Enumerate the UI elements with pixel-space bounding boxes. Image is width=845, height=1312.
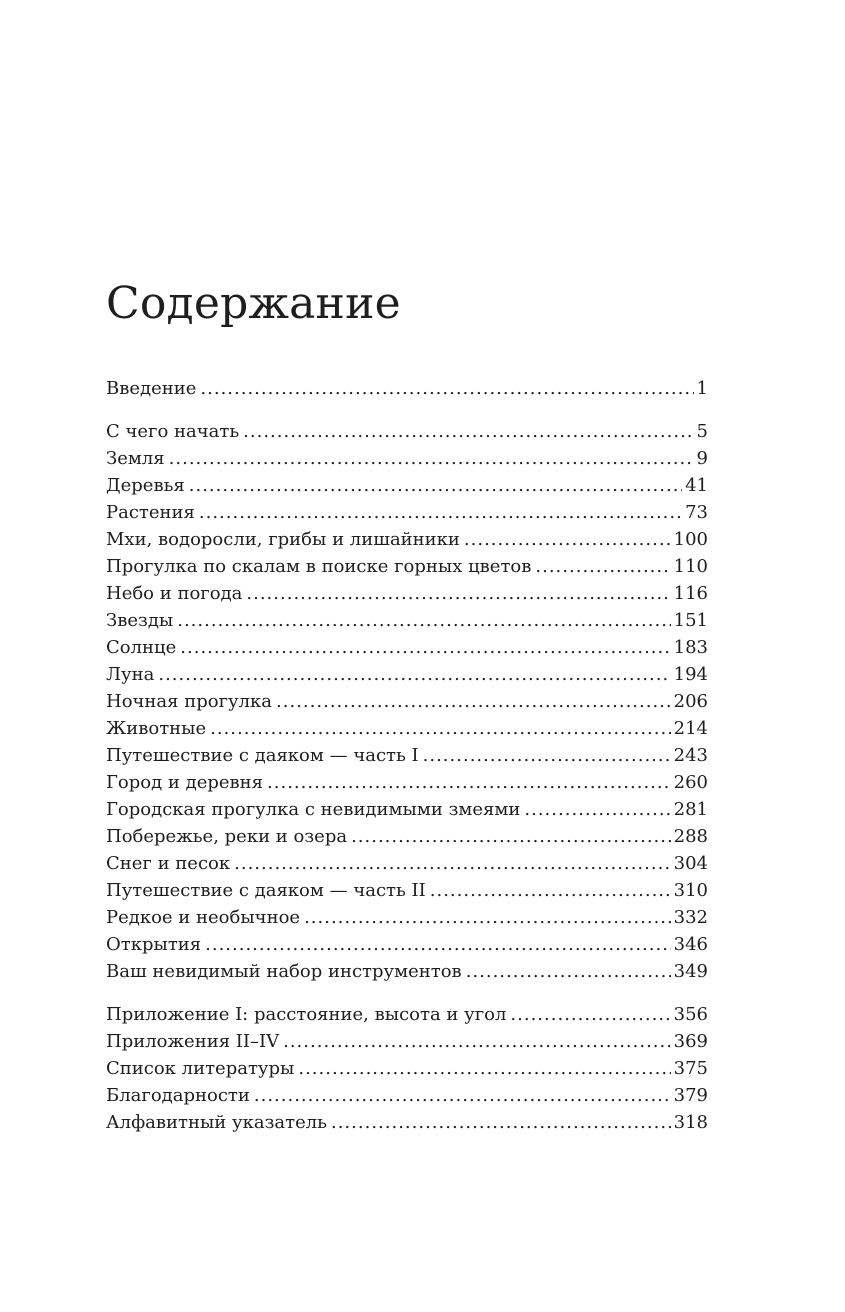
toc-entry[interactable] (106, 1055, 708, 1082)
toc-entry[interactable] (106, 634, 708, 661)
page-title: Содержание (106, 278, 401, 329)
toc-entry-page-number: 332 (673, 907, 708, 928)
toc-dot-leader (276, 688, 671, 715)
toc-entry[interactable] (106, 823, 708, 850)
toc-dot-leader (189, 472, 682, 499)
toc-entry[interactable] (106, 526, 708, 553)
toc-dot-leader (243, 418, 693, 445)
toc-entry-title: Приложение I: расстояние, высота и угол (106, 1004, 507, 1025)
toc-dot-leader (430, 877, 671, 904)
toc-entry-page-number: 379 (673, 1085, 708, 1106)
toc-dot-leader (351, 823, 671, 850)
toc-entry-page-number: 73 (685, 502, 708, 523)
toc-entry-title: Открытия (106, 934, 202, 955)
toc-entry-title: Приложения II–IV (106, 1031, 280, 1052)
toc-entry-title: Растения (106, 502, 195, 523)
toc-dot-leader (158, 661, 670, 688)
toc-entry[interactable] (106, 445, 708, 472)
toc-dot-leader (199, 499, 682, 526)
toc-entry-page-number: 243 (673, 745, 708, 766)
toc-entry-title: Город и деревня (106, 772, 264, 793)
toc-entry-page-number: 318 (673, 1112, 708, 1133)
toc-dot-leader (234, 850, 671, 877)
toc-entry-page-number: 369 (673, 1031, 708, 1052)
toc-entry-page-number: 110 (673, 556, 708, 577)
toc-entry-page-number: 41 (685, 475, 708, 496)
toc-entry-title: Прогулка по скалам в поиске горных цветов (106, 556, 532, 577)
toc-entry[interactable] (106, 1028, 708, 1055)
toc-entry[interactable] (106, 1082, 708, 1109)
toc-entry-title: Мхи, водоросли, грибы и лишайники (106, 529, 460, 550)
toc-entry[interactable] (106, 769, 708, 796)
toc-entry-page-number: 206 (673, 691, 708, 712)
toc-group-chapters (106, 418, 708, 985)
toc-entry[interactable] (106, 472, 708, 499)
toc-entry-page-number: 1 (696, 378, 708, 399)
toc-entry-page-number: 288 (673, 826, 708, 847)
toc-entry[interactable] (106, 742, 708, 769)
toc-dot-leader (298, 1055, 670, 1082)
toc-entry[interactable] (106, 850, 708, 877)
toc-entry[interactable] (106, 931, 708, 958)
toc-dot-leader (254, 1082, 671, 1109)
toc-dot-leader (210, 715, 671, 742)
toc-entry-title: Земля (106, 448, 165, 469)
toc-entry-page-number: 281 (673, 799, 708, 820)
toc-dot-leader (466, 958, 671, 985)
toc-entry[interactable] (106, 553, 708, 580)
toc-entry-page-number: 304 (673, 853, 708, 874)
toc-entry[interactable] (106, 958, 708, 985)
toc-entry-title: Ночная прогулка (106, 691, 273, 712)
toc-entry-title: Солнце (106, 637, 177, 658)
toc-dot-leader (331, 1109, 671, 1136)
toc-entry[interactable] (106, 580, 708, 607)
toc-entry-page-number: 214 (673, 718, 708, 739)
table-of-contents (106, 375, 708, 1136)
toc-entry[interactable] (106, 418, 708, 445)
toc-dot-leader (464, 526, 671, 553)
toc-dot-leader (200, 375, 693, 402)
toc-entry-title: Алфавитный указатель (106, 1112, 327, 1133)
toc-entry-title: Побережье, реки и озера (106, 826, 348, 847)
toc-entry[interactable] (106, 796, 708, 823)
toc-entry[interactable] (106, 877, 708, 904)
toc-dot-leader (423, 742, 671, 769)
toc-entry-page-number: 116 (673, 583, 708, 604)
toc-entry-page-number: 375 (673, 1058, 708, 1079)
toc-entry-page-number: 100 (673, 529, 708, 550)
toc-entry-page-number: 194 (673, 664, 708, 685)
toc-entry-title: Снег и песок (106, 853, 231, 874)
toc-entry[interactable] (106, 688, 708, 715)
toc-dot-leader (267, 769, 671, 796)
toc-dot-leader (535, 553, 670, 580)
toc-entry[interactable] (106, 661, 708, 688)
toc-entry-title: Список литературы (106, 1058, 295, 1079)
toc-dot-leader (524, 796, 670, 823)
toc-entry-title: Небо и погода (106, 583, 243, 604)
toc-entry-title: Звезды (106, 610, 174, 631)
toc-entry-page-number: 5 (696, 421, 708, 442)
toc-entry-page-number: 349 (673, 961, 708, 982)
toc-entry[interactable] (106, 1001, 708, 1028)
toc-dot-leader (205, 931, 671, 958)
toc-entry-page-number: 346 (673, 934, 708, 955)
toc-entry[interactable] (106, 904, 708, 931)
toc-dot-leader (246, 580, 670, 607)
toc-entry[interactable] (106, 1109, 708, 1136)
toc-entry-title: Деревья (106, 475, 185, 496)
toc-entry-title: Городская прогулка с невидимыми змеями (106, 799, 521, 820)
toc-entry-page-number: 151 (673, 610, 708, 631)
toc-entry[interactable] (106, 715, 708, 742)
toc-entry-page-number: 260 (673, 772, 708, 793)
toc-entry-title: Ваш невидимый набор инструментов (106, 961, 462, 982)
toc-entry[interactable] (106, 375, 708, 402)
toc-entry-page-number: 356 (673, 1004, 708, 1025)
toc-dot-leader (169, 445, 694, 472)
toc-entry-title: Путешествие с даяком — часть I (106, 745, 419, 766)
toc-entry-title: Введение (106, 378, 197, 399)
toc-group-appendices (106, 1001, 708, 1136)
toc-dot-leader (510, 1001, 670, 1028)
toc-entry-page-number: 183 (673, 637, 708, 658)
toc-entry-title: Благодарности (106, 1085, 250, 1106)
toc-entry-title: С чего начать (106, 421, 240, 442)
toc-dot-leader (283, 1028, 671, 1055)
toc-dot-leader (180, 634, 670, 661)
toc-entry[interactable] (106, 499, 708, 526)
toc-entry-title: Путешествие с даяком — часть II (106, 880, 426, 901)
toc-dot-leader (177, 607, 670, 634)
toc-entry-title: Животные (106, 718, 207, 739)
toc-entry-title: Луна (106, 664, 155, 685)
toc-group-intro (106, 375, 708, 402)
toc-entry-title: Редкое и необычное (106, 907, 301, 928)
toc-entry-page-number: 9 (696, 448, 708, 469)
toc-entry-page-number: 310 (673, 880, 708, 901)
toc-entry[interactable] (106, 607, 708, 634)
toc-dot-leader (304, 904, 671, 931)
